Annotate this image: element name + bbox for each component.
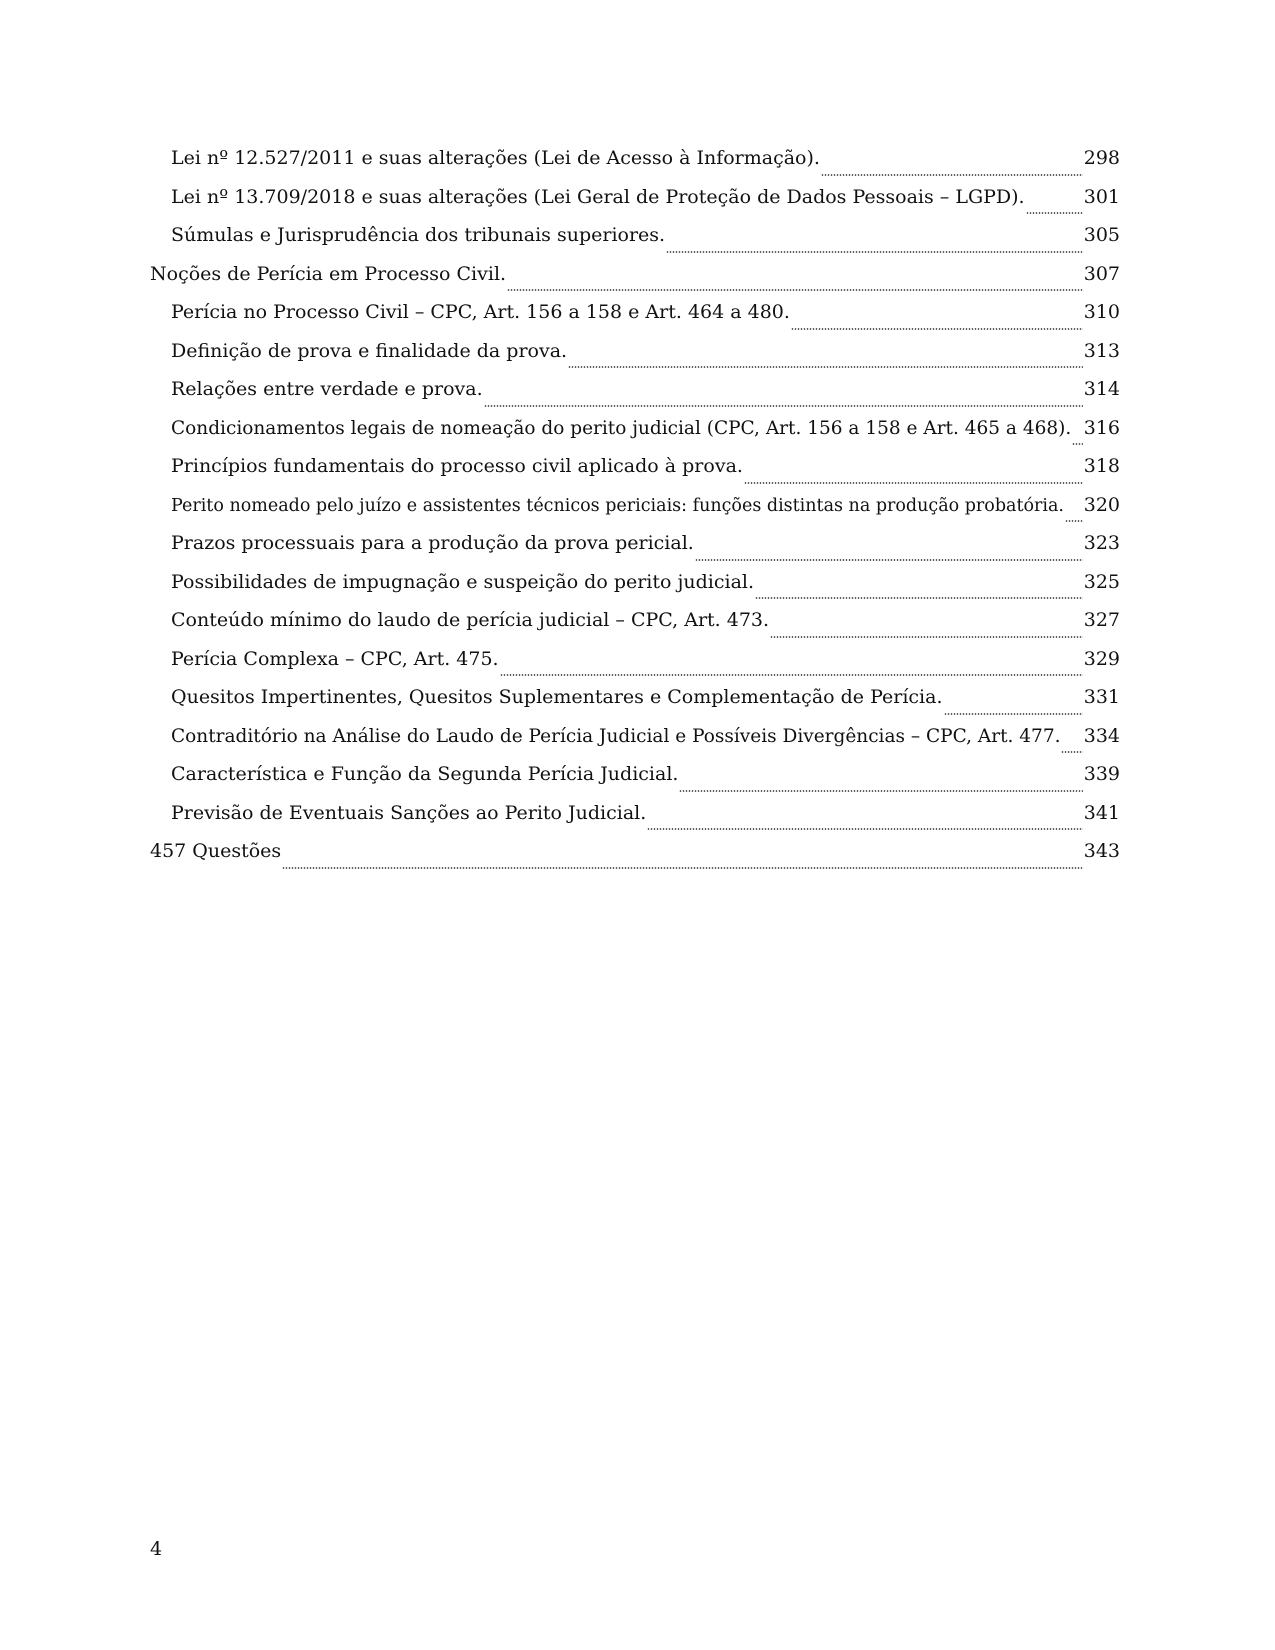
toc-dot-leader: [1072, 443, 1082, 445]
toc-dot-leader: [282, 867, 1083, 869]
toc-entry-title: Princípios fundamentais do processo civil aplicado à prova.: [171, 455, 743, 477]
toc-entry[interactable]: [150, 298, 1120, 337]
toc-entry-page: 339: [1083, 763, 1120, 785]
toc-entry-title: Contraditório na Análise do Laudo de Perícia Judicial e Possíveis Divergências – CPC, Art. 477.: [171, 725, 1061, 747]
toc-entry[interactable]: [150, 260, 1120, 299]
toc-entry[interactable]: [150, 491, 1120, 530]
toc-entry[interactable]: [150, 683, 1120, 722]
toc-entry-title: Lei nº 12.527/2011 e suas alterações (Lei de Acesso à Informação).: [171, 147, 820, 169]
toc-dot-leader: [744, 482, 1083, 484]
toc-dot-leader: [1065, 520, 1083, 522]
toc-entry-page: 307: [1083, 262, 1120, 285]
toc-entry-title: Perito nomeado pelo juízo e assistentes técnicos periciais: funções distintas na produção probatória.: [171, 495, 1064, 516]
toc-entry-title: Característica e Função da Segunda Perícia Judicial.: [171, 763, 679, 785]
toc-entry-title: Prazos processuais para a produção da prova pericial.: [171, 532, 694, 554]
toc-entry-page: 314: [1083, 378, 1120, 400]
toc-dot-leader: [500, 674, 1083, 676]
toc-dot-leader: [507, 289, 1083, 291]
toc-dot-leader: [647, 828, 1082, 830]
toc-entry-title: Definição de prova e finalidade da prova.: [171, 339, 568, 362]
toc-entry-title: Perícia no Processo Civil – CPC, Art. 156 a 158 e Art. 464 a 480.: [171, 301, 790, 323]
toc-entry-page: 305: [1083, 224, 1120, 246]
toc-entry-page: 327: [1083, 609, 1120, 631]
toc-dot-leader: [1061, 751, 1082, 753]
toc-dot-leader: [821, 174, 1083, 176]
toc-dot-leader: [755, 597, 1083, 599]
toc-entry[interactable]: [150, 568, 1120, 607]
toc-entry[interactable]: [150, 144, 1120, 183]
toc-dot-leader: [791, 328, 1083, 330]
toc-entry-title: Conteúdo mínimo do laudo de perícia judicial – CPC, Art. 473.: [171, 609, 770, 631]
toc-entry-page: 334: [1083, 724, 1120, 747]
toc-entry-title: Súmulas e Jurisprudência dos tribunais superiores.: [171, 224, 666, 246]
toc-entry[interactable]: [150, 221, 1120, 260]
toc-dot-leader: [1026, 212, 1083, 214]
toc-entry-page: 329: [1083, 647, 1120, 670]
toc-entry-title: Previsão de Eventuais Sanções ao Perito Judicial.: [171, 801, 647, 824]
toc-entry-title: Perícia Complexa – CPC, Art. 475.: [171, 647, 499, 670]
toc-dot-leader: [568, 366, 1083, 368]
toc-dot-leader: [944, 713, 1083, 715]
toc-entry-page: 323: [1083, 532, 1120, 554]
toc-entry-page: 343: [1083, 840, 1120, 862]
toc-entry-title: Quesitos Impertinentes, Quesitos Suplementares e Complementação de Perícia.: [171, 686, 943, 708]
toc-entry-page: 310: [1083, 301, 1120, 323]
toc-entry-page: 341: [1083, 801, 1120, 824]
toc-dot-leader: [679, 790, 1082, 792]
toc-entry-page: 316: [1083, 416, 1120, 439]
toc-entry-title: Noções de Perícia em Processo Civil.: [150, 262, 507, 285]
toc-entry-title: Possibilidades de impugnação e suspeição do perito judicial.: [171, 570, 755, 593]
toc-entry-page: 320: [1083, 493, 1120, 516]
toc-entry[interactable]: [150, 183, 1120, 222]
table-of-contents: [150, 144, 1120, 876]
page-number: 4: [150, 1538, 163, 1560]
toc-entry-title: Lei nº 13.709/2018 e suas alterações (Lei Geral de Proteção de Dados Pessoais – LGPD).: [171, 185, 1025, 208]
toc-entry[interactable]: [150, 760, 1120, 799]
toc-dot-leader: [666, 251, 1083, 253]
toc-entry[interactable]: [150, 645, 1120, 684]
toc-entry[interactable]: [150, 337, 1120, 376]
toc-entry-title: Relações entre verdade e prova.: [171, 378, 483, 400]
toc-entry-page: 325: [1083, 570, 1120, 593]
toc-entry[interactable]: [150, 606, 1120, 645]
toc-dot-leader: [695, 559, 1083, 561]
toc-entry[interactable]: [150, 414, 1120, 453]
toc-dot-leader: [770, 636, 1083, 638]
toc-entry[interactable]: [150, 799, 1120, 838]
toc-entry-page: 318: [1083, 455, 1120, 477]
toc-entry[interactable]: [150, 452, 1120, 491]
toc-entry[interactable]: [150, 837, 1120, 876]
toc-entry-page: 331: [1083, 686, 1120, 708]
toc-entry[interactable]: [150, 529, 1120, 568]
toc-entry-title: 457 Questões: [150, 840, 282, 862]
toc-entry[interactable]: [150, 375, 1120, 414]
toc-entry-page: 298: [1083, 147, 1120, 169]
toc-entry-page: 313: [1083, 339, 1120, 362]
toc-entry-title: Condicionamentos legais de nomeação do perito judicial (CPC, Art. 156 a 158 e Art. 465 a 468).: [171, 417, 1072, 439]
toc-dot-leader: [484, 405, 1083, 407]
toc-entry-page: 301: [1083, 185, 1120, 208]
toc-entry[interactable]: [150, 722, 1120, 761]
